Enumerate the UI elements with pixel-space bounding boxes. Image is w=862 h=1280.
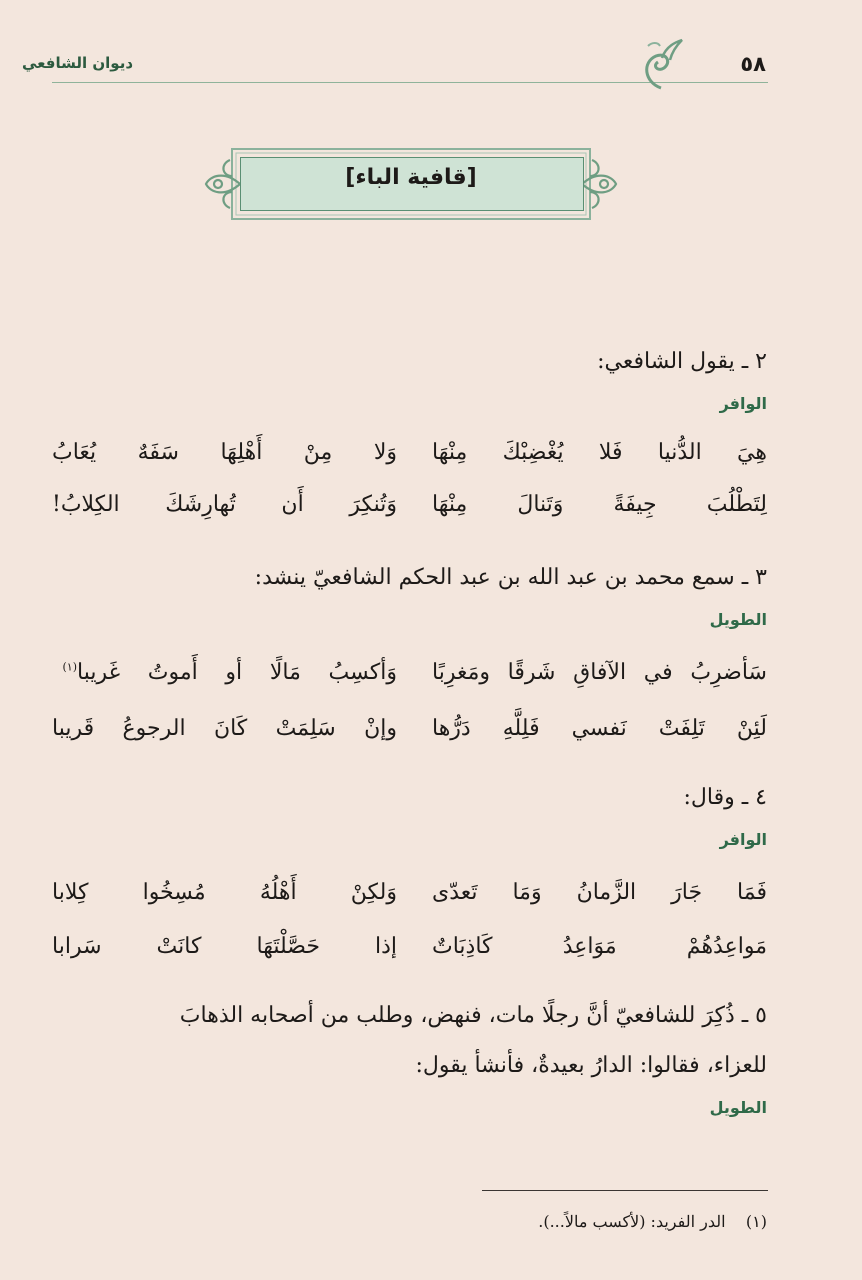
book-title: ديوان الشافعي [22, 54, 134, 72]
poem-2-verse-1-first-hemistich: هِيَ الدُّنيا فَلا يُغْضِبْكَ مِنْهَا [432, 440, 767, 465]
poem-4-verse-1-first-hemistich: فَمَا جَارَ الزَّمانُ وَمَا تَعدّى [432, 880, 767, 905]
footnote [538, 1212, 767, 1231]
poem-3-verse-1-second-hemistich: وَأكسِبُ مَالًا أو أَموتُ غَريبا [77, 660, 397, 685]
poem-3-verse-1-first-hemistich: سَأضرِبُ في الآفاقِ شَرقًا ومَغرِبًا [432, 660, 767, 685]
poem-3-verse-1-second-hemistich-wrap [52, 660, 397, 685]
poem-2-meter: الوافر [719, 394, 767, 413]
poem-3-meter: الطويل [709, 610, 767, 629]
poem-2-verse-2-second-hemistich: وَتُنكِرَ أَن تُهارِشَكَ الكِلابُ! [52, 492, 397, 517]
poem-3-verse-2-second-hemistich: وإنْ سَلِمَتْ كَانَ الرجوعُ قَريبا [52, 716, 397, 741]
page-number: ٥٨ [740, 52, 766, 76]
poem-4-verse-1-second-hemistich: وَلكِنْ أَهْلُهُ مُسِخُوا كِلابا [52, 880, 397, 905]
poem-4-verse-2-first-hemistich: مَواعِدُهُمْ مَوَاعِدُ كَاذِبَاتٌ [432, 934, 767, 959]
footnote-ref-1[interactable]: (١) [62, 660, 77, 674]
poem-4-intro: ٤ ـ وقال: [683, 785, 767, 810]
poem-5-intro-line-2: للعزاء، فقالوا: الدارُ بعيدةٌ، فأنشأ يقول: [415, 1053, 767, 1078]
footnote-text: الدر الفريد: (لأكسب مالاً...). [538, 1212, 726, 1231]
poem-4-verse-2-second-hemistich: إذا حَصَّلْتَهَا كانَتْ سَرابا [52, 934, 397, 959]
poem-2-verse-2-first-hemistich: لِتَطْلُبَ جِيفَةً وَتَنالَ مِنْهَا [432, 492, 767, 517]
footnote-number: (١) [745, 1212, 767, 1231]
poem-5-meter: الطويل [709, 1098, 767, 1117]
poem-2-intro: ٢ ـ يقول الشافعي: [597, 349, 767, 374]
section-title: [قافية الباء] [345, 165, 477, 190]
poem-2-verse-1-second-hemistich: وَلا مِنْ أَهْلِهَا سَفَهٌ يُعَابُ [52, 440, 397, 465]
poem-4-meter: الوافر [719, 830, 767, 849]
header-ornament-icon [636, 36, 686, 92]
poem-5-intro-line-1: ٥ ـ ذُكِرَ للشافعيّ أنَّ رجلًا مات، فنهض، وطلب من أصحابه الذهابَ [179, 1003, 767, 1028]
footnote-divider [482, 1190, 768, 1191]
poem-3-verse-2-first-hemistich: لَئِنْ تَلِفَتْ نَفسي فَلِلَّهِ دَرُّها [432, 716, 767, 741]
poem-3-intro: ٣ ـ سمع محمد بن عبد الله بن عبد الحكم الشافعيّ ينشد: [254, 565, 767, 590]
